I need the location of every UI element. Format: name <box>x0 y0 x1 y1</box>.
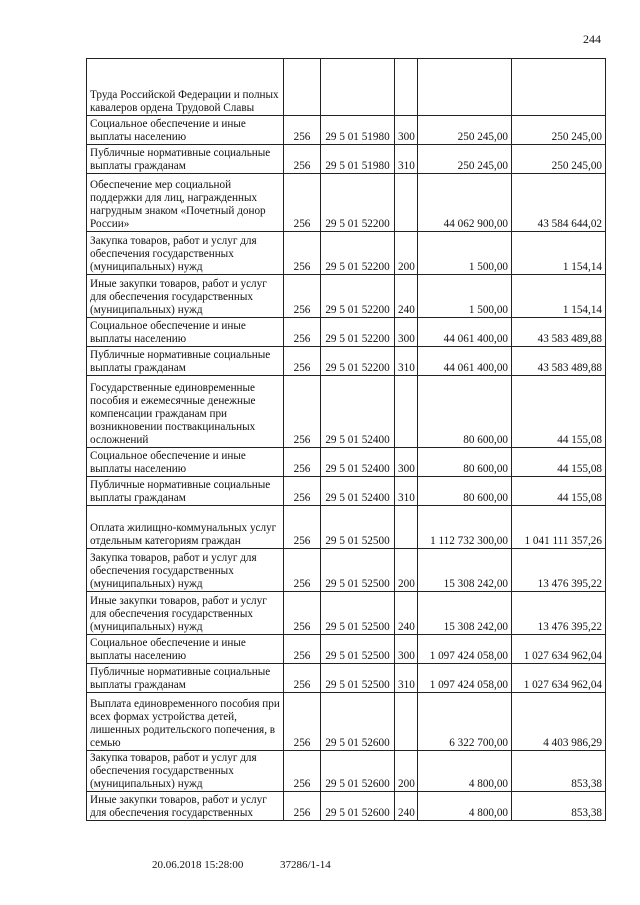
row-expense-type: 300 <box>395 635 418 664</box>
row-description: Социальное обеспечение и иные выплаты населению <box>87 635 284 664</box>
footer-date: 20.06.2018 15:28:00 <box>152 859 244 871</box>
row-target-article: 29 5 01 52200 <box>321 318 395 347</box>
table-row <box>87 145 606 174</box>
row-expense-type: 200 <box>395 232 418 275</box>
row-description: Публичные нормативные социальные выплаты гражданам <box>87 477 284 506</box>
row-target-article: 29 5 01 52600 <box>321 693 395 751</box>
row-description: Оплата жилищно-коммунальных услуг отдельным категориям граждан <box>87 506 284 549</box>
row-admin-code: 256 <box>284 693 321 751</box>
row-description: Государственные единовременные пособия и ежемесячные денежные компенсации гражданам при возникновении поствакцинальных осложнений <box>87 376 284 448</box>
row-target-article: 29 5 01 52600 <box>321 751 395 792</box>
row-expense-type: 200 <box>395 751 418 792</box>
row-executed-amount: 1 041 111 357,26 <box>512 506 606 549</box>
row-admin-code: 256 <box>284 751 321 792</box>
row-planned-amount: 6 322 700,00 <box>418 693 512 751</box>
row-planned-amount: 44 061 400,00 <box>418 347 512 376</box>
row-expense-type <box>395 174 418 232</box>
row-planned-amount: 250 245,00 <box>418 116 512 145</box>
row-expense-type: 310 <box>395 145 418 174</box>
row-planned-amount <box>418 59 512 116</box>
row-expense-type: 200 <box>395 549 418 592</box>
row-target-article: 29 5 01 52500 <box>321 635 395 664</box>
table-row <box>87 506 606 549</box>
row-expense-type: 300 <box>395 318 418 347</box>
table-row <box>87 751 606 792</box>
table-row <box>87 592 606 635</box>
row-executed-amount: 44 155,08 <box>512 448 606 477</box>
table-row <box>87 693 606 751</box>
table-row <box>87 174 606 232</box>
row-executed-amount: 43 583 489,88 <box>512 318 606 347</box>
footer-code: 37286/1-14 <box>280 859 331 871</box>
row-admin-code: 256 <box>284 174 321 232</box>
table-row <box>87 59 606 116</box>
row-executed-amount: 853,38 <box>512 751 606 792</box>
row-description: Закупка товаров, работ и услуг для обеспечения государственных (муниципальных) нужд <box>87 751 284 792</box>
row-description: Обеспечение мер социальной поддержки для лиц, награжденных нагрудным знаком «Почетный донор России» <box>87 174 284 232</box>
row-executed-amount: 13 476 395,22 <box>512 549 606 592</box>
row-target-article: 29 5 01 52400 <box>321 376 395 448</box>
row-description: Социальное обеспечение и иные выплаты населению <box>87 318 284 347</box>
row-expense-type: 240 <box>395 592 418 635</box>
row-description: Публичные нормативные социальные выплаты гражданам <box>87 347 284 376</box>
row-expense-type: 240 <box>395 792 418 821</box>
row-target-article: 29 5 01 52500 <box>321 592 395 635</box>
row-executed-amount: 44 155,08 <box>512 477 606 506</box>
row-description: Иные закупки товаров, работ и услуг для обеспечения государственных (муниципальных) нужд <box>87 275 284 318</box>
row-target-article: 29 5 01 52200 <box>321 174 395 232</box>
table-row <box>87 477 606 506</box>
row-admin-code: 256 <box>284 506 321 549</box>
row-target-article: 29 5 01 52200 <box>321 232 395 275</box>
row-description: Закупка товаров, работ и услуг для обеспечения государственных (муниципальных) нужд <box>87 549 284 592</box>
row-planned-amount: 1 097 424 058,00 <box>418 664 512 693</box>
table-row <box>87 792 606 821</box>
row-admin-code: 256 <box>284 116 321 145</box>
row-admin-code: 256 <box>284 549 321 592</box>
row-target-article: 29 5 01 52500 <box>321 549 395 592</box>
row-expense-type <box>395 693 418 751</box>
row-executed-amount: 4 403 986,29 <box>512 693 606 751</box>
row-planned-amount: 15 308 242,00 <box>418 549 512 592</box>
row-planned-amount: 1 112 732 300,00 <box>418 506 512 549</box>
row-executed-amount: 1 027 634 962,04 <box>512 635 606 664</box>
row-description: Социальное обеспечение и иные выплаты населению <box>87 116 284 145</box>
row-planned-amount: 80 600,00 <box>418 448 512 477</box>
row-executed-amount: 1 154,14 <box>512 275 606 318</box>
row-target-article: 29 5 01 51980 <box>321 116 395 145</box>
row-description: Закупка товаров, работ и услуг для обеспечения государственных (муниципальных) нужд <box>87 232 284 275</box>
row-admin-code: 256 <box>284 477 321 506</box>
row-admin-code: 256 <box>284 792 321 821</box>
row-admin-code: 256 <box>284 275 321 318</box>
table-row <box>87 376 606 448</box>
table-row <box>87 635 606 664</box>
row-description: Публичные нормативные социальные выплаты гражданам <box>87 664 284 693</box>
row-executed-amount <box>512 59 606 116</box>
row-admin-code: 256 <box>284 376 321 448</box>
row-admin-code: 256 <box>284 318 321 347</box>
row-planned-amount: 44 061 400,00 <box>418 318 512 347</box>
row-planned-amount: 250 245,00 <box>418 145 512 174</box>
row-description: Социальное обеспечение и иные выплаты населению <box>87 448 284 477</box>
row-planned-amount: 15 308 242,00 <box>418 592 512 635</box>
row-admin-code: 256 <box>284 145 321 174</box>
row-planned-amount: 80 600,00 <box>418 376 512 448</box>
row-executed-amount: 250 245,00 <box>512 145 606 174</box>
row-target-article: 29 5 01 52500 <box>321 664 395 693</box>
row-expense-type: 240 <box>395 275 418 318</box>
row-expense-type <box>395 59 418 116</box>
row-admin-code: 256 <box>284 347 321 376</box>
row-admin-code: 256 <box>284 592 321 635</box>
row-executed-amount: 43 584 644,02 <box>512 174 606 232</box>
row-executed-amount: 13 476 395,22 <box>512 592 606 635</box>
table-row <box>87 448 606 477</box>
row-target-article: 29 5 01 52200 <box>321 275 395 318</box>
row-admin-code: 256 <box>284 664 321 693</box>
row-expense-type <box>395 376 418 448</box>
row-executed-amount: 1 027 634 962,04 <box>512 664 606 693</box>
row-target-article: 29 5 01 51980 <box>321 145 395 174</box>
row-expense-type: 300 <box>395 448 418 477</box>
row-description: Иные закупки товаров, работ и услуг для обеспечения государственных (муниципальных) нужд <box>87 592 284 635</box>
row-expense-type: 310 <box>395 664 418 693</box>
table-row <box>87 318 606 347</box>
row-admin-code <box>284 59 321 116</box>
row-planned-amount: 1 500,00 <box>418 275 512 318</box>
row-admin-code: 256 <box>284 635 321 664</box>
row-target-article: 29 5 01 52400 <box>321 477 395 506</box>
budget-table <box>86 58 606 821</box>
row-admin-code: 256 <box>284 448 321 477</box>
row-executed-amount: 250 245,00 <box>512 116 606 145</box>
row-planned-amount: 1 500,00 <box>418 232 512 275</box>
row-description: Публичные нормативные социальные выплаты гражданам <box>87 145 284 174</box>
row-expense-type: 310 <box>395 477 418 506</box>
row-planned-amount: 1 097 424 058,00 <box>418 635 512 664</box>
row-target-article: 29 5 01 52400 <box>321 448 395 477</box>
row-executed-amount: 44 155,08 <box>512 376 606 448</box>
row-target-article: 29 5 01 52600 <box>321 792 395 821</box>
row-description: Иные закупки товаров, работ и услуг для обеспечения государственных <box>87 792 284 821</box>
row-planned-amount: 80 600,00 <box>418 477 512 506</box>
row-admin-code: 256 <box>284 232 321 275</box>
row-target-article <box>321 59 395 116</box>
row-expense-type: 300 <box>395 116 418 145</box>
row-target-article: 29 5 01 52500 <box>321 506 395 549</box>
table-row <box>87 664 606 693</box>
row-executed-amount: 43 583 489,88 <box>512 347 606 376</box>
row-planned-amount: 4 800,00 <box>418 751 512 792</box>
table-row <box>87 232 606 275</box>
table-row <box>87 116 606 145</box>
row-expense-type <box>395 506 418 549</box>
page-number: 244 <box>583 32 601 46</box>
table-row <box>87 549 606 592</box>
row-planned-amount: 4 800,00 <box>418 792 512 821</box>
row-description: Труда Российской Федерации и полных кавалеров ордена Трудовой Славы <box>87 59 284 116</box>
row-executed-amount: 1 154,14 <box>512 232 606 275</box>
row-expense-type: 310 <box>395 347 418 376</box>
row-planned-amount: 44 062 900,00 <box>418 174 512 232</box>
table-row <box>87 347 606 376</box>
table-row <box>87 275 606 318</box>
row-description: Выплата единовременного пособия при всех формах устройства детей, лишенных родительского попечения, в семью <box>87 693 284 751</box>
row-target-article: 29 5 01 52200 <box>321 347 395 376</box>
row-executed-amount: 853,38 <box>512 792 606 821</box>
